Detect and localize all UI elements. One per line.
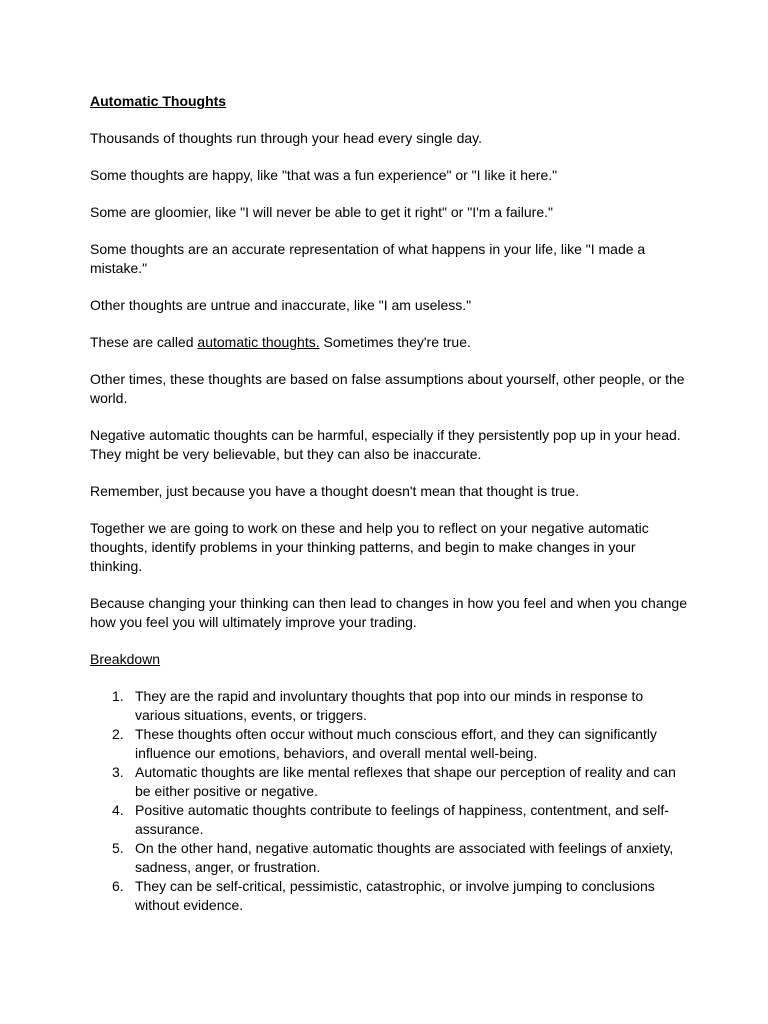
list-item-text: Positive automatic thoughts contribute to feelings of happiness, contentment, and self-assurance. [135, 802, 669, 837]
document-title: Automatic Thoughts [90, 93, 227, 109]
list-item-text: Automatic thoughts are like mental reflexes that shape our perception of reality and can be either positive or negative. [135, 764, 676, 799]
list-item [90, 877, 690, 915]
paragraph-untrue-thoughts: Other thoughts are untrue and inaccurate, like "I am useless." [90, 297, 472, 313]
list-item-text: They are the rapid and involuntary thoughts that pop into our minds in response to various situations, events, or triggers. [135, 688, 644, 723]
list-item [90, 839, 690, 877]
document-body [90, 92, 690, 915]
list-item-number: 3. [112, 764, 124, 780]
paragraph-negative-thoughts-harmful: Negative automatic thoughts can be harmful, especially if they persistently pop up in your head. They might be very believable, but they can also be inaccurate. [90, 427, 681, 462]
list-item [90, 801, 690, 839]
paragraph-false-assumptions: Other times, these thoughts are based on false assumptions about yourself, other people, or the world. [90, 371, 685, 406]
list-item-text: These thoughts often occur without much conscious effort, and they can significantly influence our emotions, behaviors, and overall mental well-being. [135, 726, 657, 761]
paragraph-automatic-thoughts-definition [90, 333, 690, 352]
breakdown-list [90, 687, 690, 915]
list-item [90, 725, 690, 763]
paragraph-happy-thoughts: Some thoughts are happy, like "that was a fun experience" or "I like it here." [90, 167, 558, 183]
paragraph-accurate-thoughts: Some thoughts are an accurate representation of what happens in your life, like "I made a mistake." [90, 241, 646, 276]
list-item-number: 6. [112, 878, 124, 894]
list-item [90, 763, 690, 801]
paragraph-changing-thinking: Because changing your thinking can then lead to changes in how you feel and when you change how you feel you will ultimately improve your trading. [90, 595, 687, 630]
list-item-text: On the other hand, negative automatic thoughts are associated with feelings of anxiety, sadness, anger, or frustration. [135, 840, 674, 875]
paragraph-remember: Remember, just because you have a thought doesn't mean that thought is true. [90, 483, 580, 499]
list-item-number: 4. [112, 802, 124, 818]
definition-lead-text: These are called [90, 334, 198, 350]
list-item-number: 1. [112, 688, 124, 704]
list-item-text: They can be self-critical, pessimistic, catastrophic, or involve jumping to conclusions without evidence. [135, 878, 655, 913]
list-item [90, 687, 690, 725]
list-item-number: 5. [112, 840, 124, 856]
list-item-number: 2. [112, 726, 124, 742]
paragraph-gloomier-thoughts: Some are gloomier, like "I will never be able to get it right" or "I'm a failure." [90, 204, 553, 220]
automatic-thoughts-term: automatic thoughts. [197, 334, 320, 350]
paragraph-thousands-of-thoughts: Thousands of thoughts run through your head every single day. [90, 130, 482, 146]
breakdown-heading: Breakdown [90, 651, 161, 667]
paragraph-together: Together we are going to work on these and help you to reflect on your negative automatic thoughts, identify problems in your thinking patterns, and begin to make changes in your thinking. [90, 520, 649, 574]
definition-trailing-text: Sometimes they're true. [319, 334, 471, 350]
